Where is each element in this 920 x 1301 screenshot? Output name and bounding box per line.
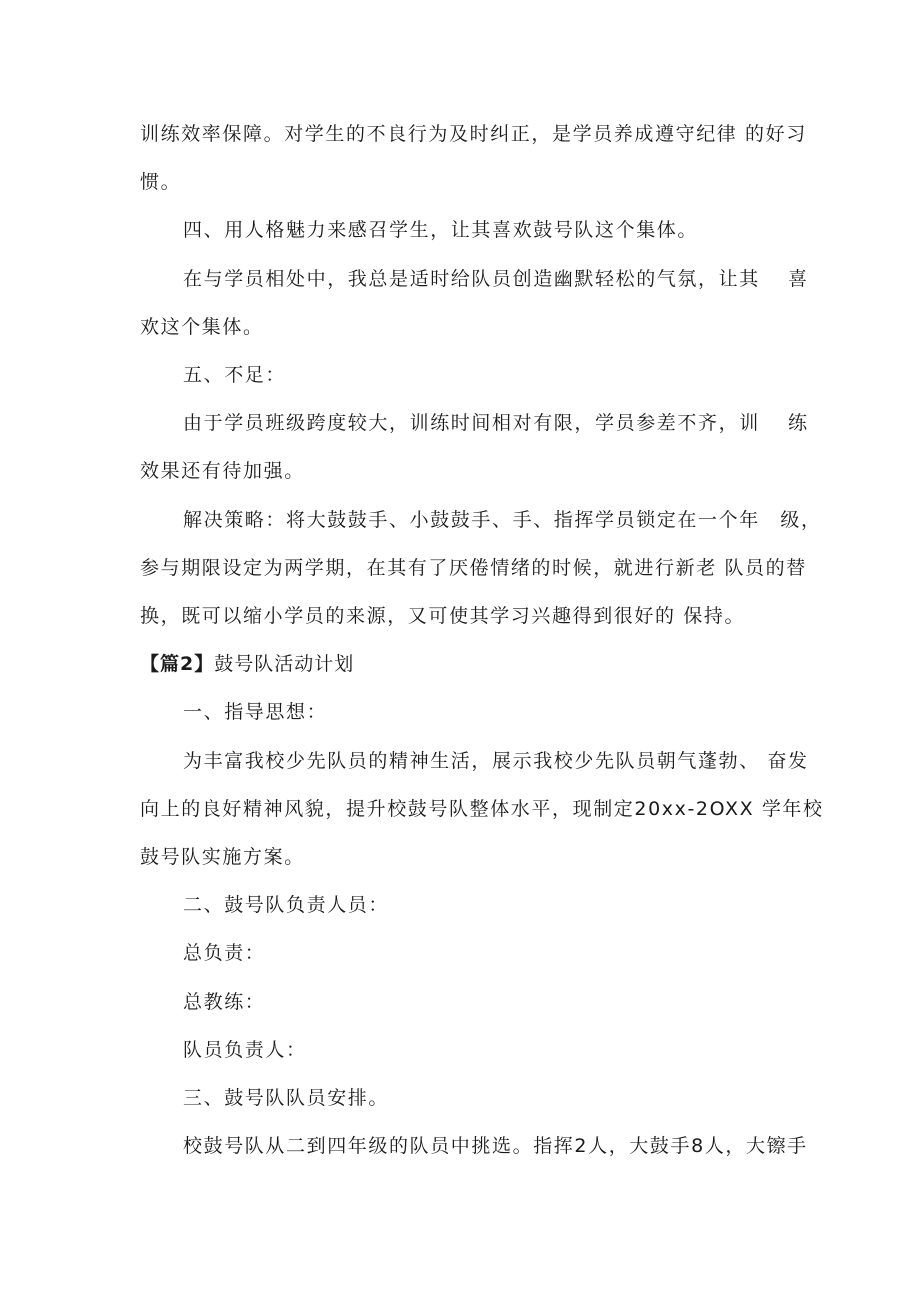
paragraph-line: 训练效率保障。对学生的不良行为及时纠正，是学员养成遵守纪律 的好习 (140, 123, 807, 145)
section-heading-three: 三、鼓号队队员安排。 (183, 1087, 390, 1109)
paragraph-line: 在与学员相处中，我总是适时给队员创造幽默轻松的气氛，让其 喜 (183, 268, 809, 290)
paragraph-line: 参与期限设定为两学期，在其有了厌倦情绪的时候，就进行新老 队员的替 (140, 557, 807, 579)
article-heading (140, 652, 800, 676)
section-heading-two: 二、鼓号队负责人员： (183, 894, 390, 916)
paragraph-line: 由于学员班级跨度较大，训练时间相对有限，学员参差不齐，训 练 (183, 412, 809, 434)
section-heading-five: 五、不足： (183, 364, 287, 386)
paragraph-line: 鼓号队实施方案。 (140, 846, 305, 868)
paragraph-line: 解决策略：将大鼓鼓手、小鼓鼓手、手、指挥学员锁定在一个年 级， (183, 509, 822, 531)
article-heading-title: 鼓号队活动计划 (214, 653, 355, 675)
paragraph-line: 欢这个集体。 (140, 316, 264, 338)
field-head-coach: 总教练： (183, 991, 266, 1013)
paragraph-line: 为丰富我校少先队员的精神生活，展示我校少先队员朝气蓬勃、 奋发 (183, 750, 809, 772)
paragraph-line: 向上的良好精神风貌，提升校鼓号队整体水平，现制定20xx-2OXX 学年校 (140, 798, 824, 820)
paragraph-line: 效果还有待加强。 (140, 460, 305, 482)
section-heading-one: 一、指导思想： (183, 701, 328, 723)
paragraph-line: 换，既可以缩小学员的来源，又可使其学习兴趣得到很好的 保持。 (140, 605, 746, 627)
field-member-lead: 队员负责人： (183, 1039, 307, 1061)
paragraph-line: 惯。 (140, 171, 182, 193)
article-heading-marker: 【篇2】 (140, 653, 215, 675)
paragraph-line: 校鼓号队从二到四年级的队员中挑选。指挥2人，大鼓手8人，大镲手 (183, 1135, 808, 1157)
section-heading-four: 四、用人格魅力来感召学生，让其喜欢鼓号队这个集体。 (183, 219, 699, 241)
field-general-lead: 总负责： (183, 942, 266, 964)
